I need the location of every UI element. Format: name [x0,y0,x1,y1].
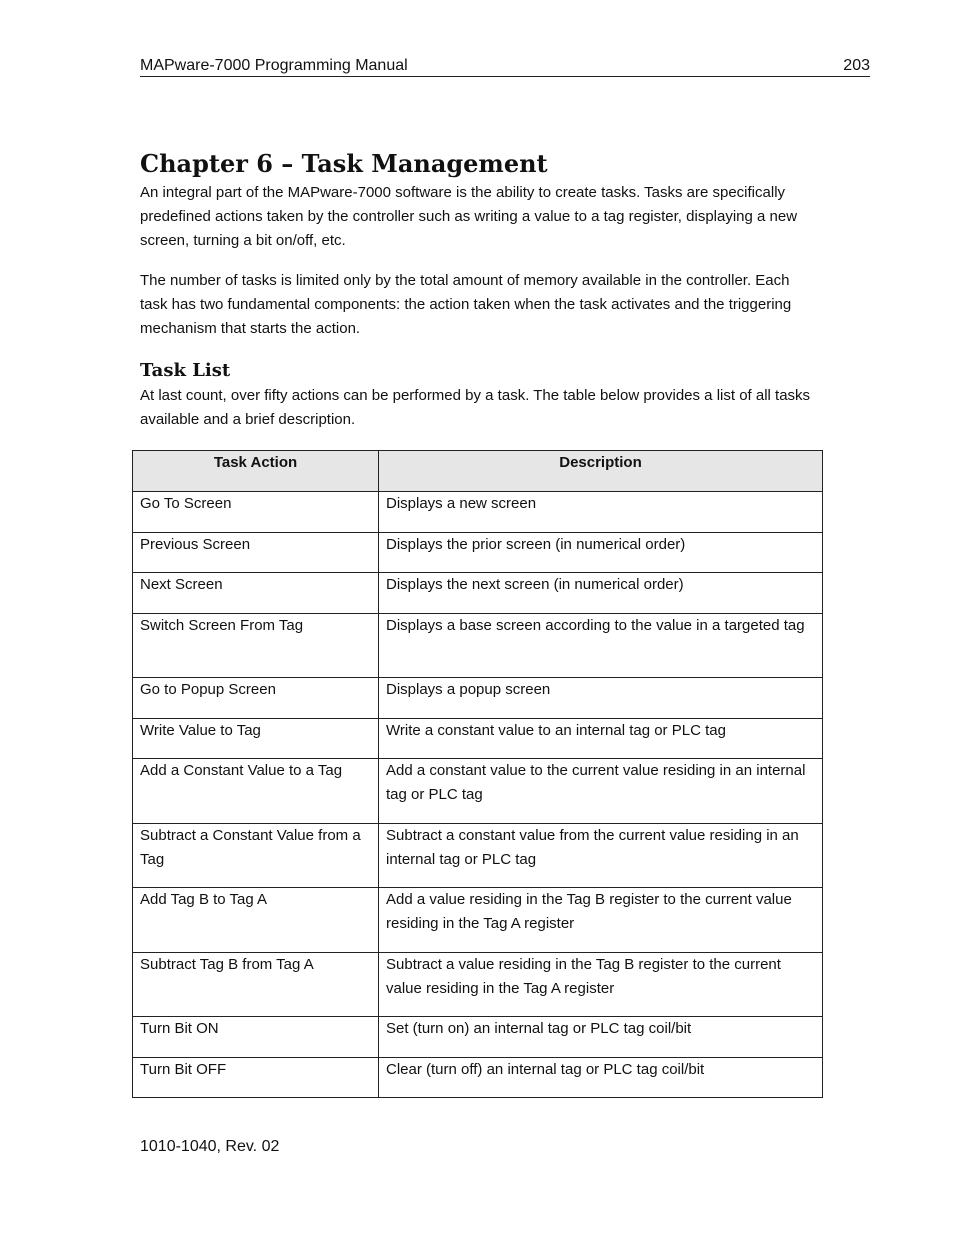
description-cell: Displays a popup screen [379,678,823,719]
page-header [140,56,870,77]
table-header-row [133,451,823,492]
task-action-cell: Write Value to Tag [133,718,379,759]
column-header-task-action: Task Action [133,451,379,492]
page-footer: 1010-1040, Rev. 02 [140,1138,280,1155]
header-title: MAPware-7000 Programming Manual [140,57,408,74]
table-row [133,532,823,573]
description-cell: Displays a new screen [379,492,823,533]
description-cell: Subtract a value residing in the Tag B register to the current value residing in the Tag A register [379,952,823,1017]
section-title: Task List [140,360,231,381]
column-header-description: Description [379,451,823,492]
table-row [133,1057,823,1098]
table-row [133,759,823,824]
task-table [132,450,823,1098]
task-action-cell: Turn Bit OFF [133,1057,379,1098]
task-action-cell: Add Tag B to Tag A [133,888,379,953]
description-cell: Write a constant value to an internal tag or PLC tag [379,718,823,759]
task-action-cell: Next Screen [133,573,379,614]
table-row [133,1017,823,1058]
task-list-paragraph: At last count, over fifty actions can be performed by a task. The table below provides a list of all tasks available and a brief description. [140,387,811,428]
table-row [133,823,823,888]
task-action-cell: Subtract Tag B from Tag A [133,952,379,1017]
table-row [133,888,823,953]
description-cell: Add a value residing in the Tag B register to the current value residing in the Tag A register [379,888,823,953]
description-cell: Displays a base screen according to the value in a targeted tag [379,613,823,678]
description-cell: Displays the prior screen (in numerical order) [379,532,823,573]
description-cell: Add a constant value to the current value residing in an internal tag or PLC tag [379,759,823,824]
description-cell: Displays the next screen (in numerical order) [379,573,823,614]
table-row [133,492,823,533]
description-cell: Subtract a constant value from the current value residing in an internal tag or PLC tag [379,823,823,888]
task-action-cell: Switch Screen From Tag [133,613,379,678]
task-action-cell: Subtract a Constant Value from a Tag [133,823,379,888]
task-action-cell: Go to Popup Screen [133,678,379,719]
memory-paragraph: The number of tasks is limited only by the total amount of memory available in the controller. Each task has two fundamental components: the action taken when the task activates and the triggering mechanism that starts the action. [140,272,792,337]
task-action-cell: Go To Screen [133,492,379,533]
task-action-cell: Previous Screen [133,532,379,573]
table-row [133,613,823,678]
task-action-cell: Turn Bit ON [133,1017,379,1058]
table-row [133,718,823,759]
description-cell: Set (turn on) an internal tag or PLC tag coil/bit [379,1017,823,1058]
table-row [133,952,823,1017]
intro-paragraph: An integral part of the MAPware-7000 software is the ability to create tasks. Tasks are specifically predefined actions taken by the controller such as writing a value to a tag register, displaying a new screen, turning a bit on/off, etc. [140,184,798,249]
table-row [133,678,823,719]
task-action-cell: Add a Constant Value to a Tag [133,759,379,824]
table-row [133,573,823,614]
description-cell: Clear (turn off) an internal tag or PLC tag coil/bit [379,1057,823,1098]
chapter-title: Chapter 6 – Task Management [140,149,548,178]
page-number: 203 [843,57,870,74]
